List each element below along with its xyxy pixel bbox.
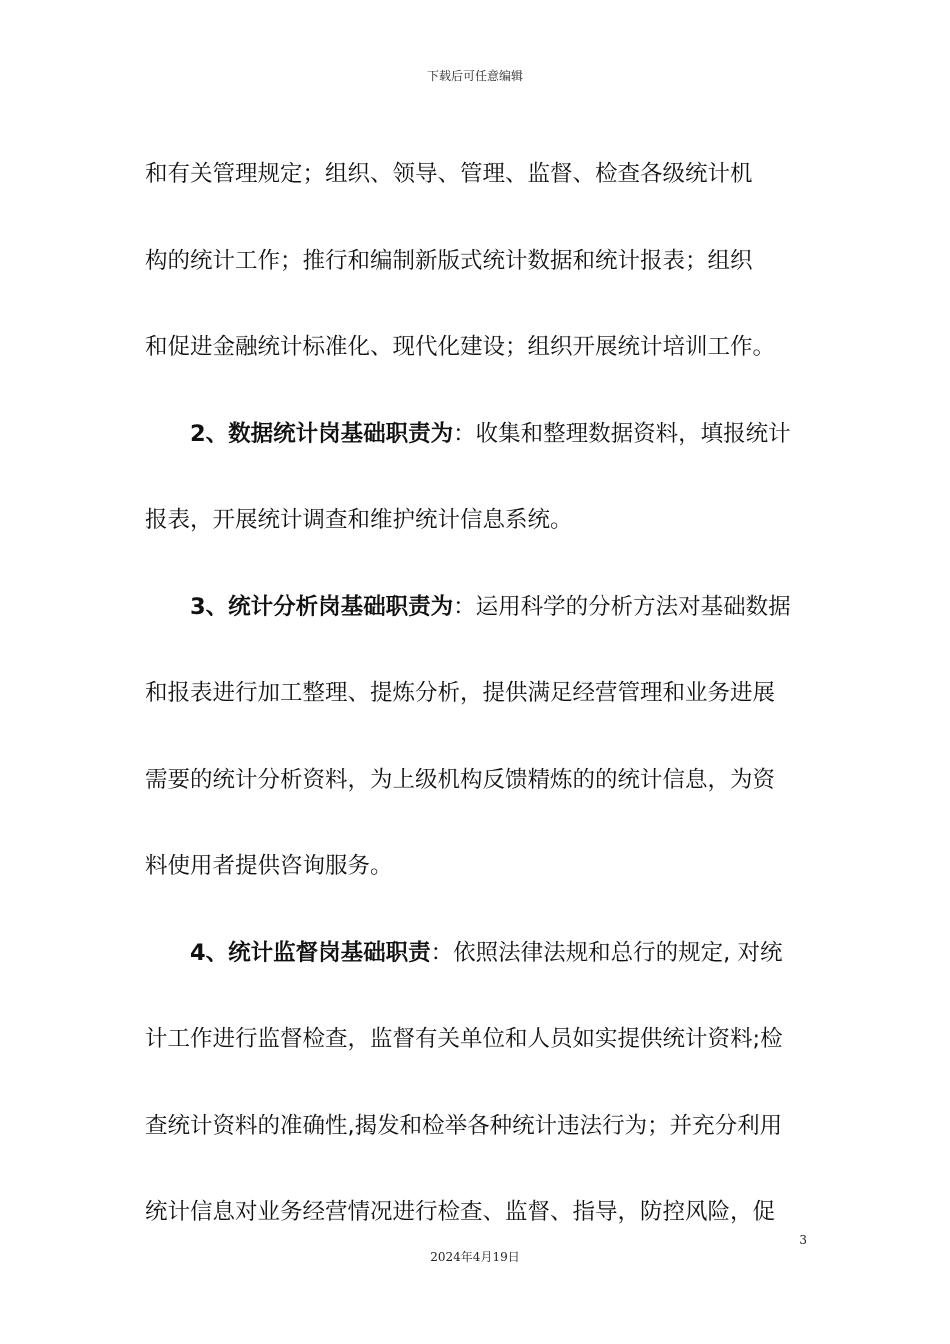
paragraph-heading: 3、统计分析岗基础职责为 [190,593,454,620]
text-line: 构的统计工作；推行和编制新版式统计数据和统计报表；组织 [145,247,753,274]
text-line: 需要的统计分析资料，为上级机构反馈精炼的的统计信息，为资 [145,766,776,793]
text-line: 统计信息对业务经营情况进行检查、监督、指导，防控风险，促 [145,1199,776,1225]
page-number: 3 [799,1233,807,1247]
paragraph-heading: 2、数据统计岗基础职责为 [190,420,454,447]
text-run: ：依照法律法规和总行的规定, 对统 [430,939,783,966]
text-line: 计工作进行监督检查，监督有关单位和人员如实提供统计资料;检 [145,1026,783,1052]
footer-date: 2024年4月19日 [430,1250,520,1264]
text-run: ：运用科学的分析方法对基础数据 [453,593,791,620]
paragraph-1 [145,131,810,391]
paragraph-4 [145,910,810,1256]
text-line: 和促进金融统计标准化、现代化建设；组织开展统计培训工作。 [145,334,776,360]
page-header: 下载后可任意编辑 [426,69,523,83]
text-line [145,391,810,478]
text-line: 报表，开展统计调查和维护统计信息系统。 [145,507,573,533]
paragraph-2 [145,391,810,564]
text-line: 查统计资料的准确性,揭发和检举各种统计违法行为；并充分利用 [145,1112,783,1139]
document-body [145,131,810,1256]
paragraph-heading: 4、统计监督岗基础职责 [190,939,431,966]
text-line [145,910,810,997]
text-line [145,564,810,651]
paragraph-3 [145,564,810,910]
text-line: 和报表进行加工整理、提炼分析，提供满足经营管理和业务进展 [145,680,776,706]
text-run: ：收集和整理数据资料，填报统计 [453,420,791,447]
text-line: 和有关管理规定；组织、领导、管理、监督、检查各级统计机 [145,161,753,187]
text-line: 料使用者提供咨询服务。 [145,853,393,879]
